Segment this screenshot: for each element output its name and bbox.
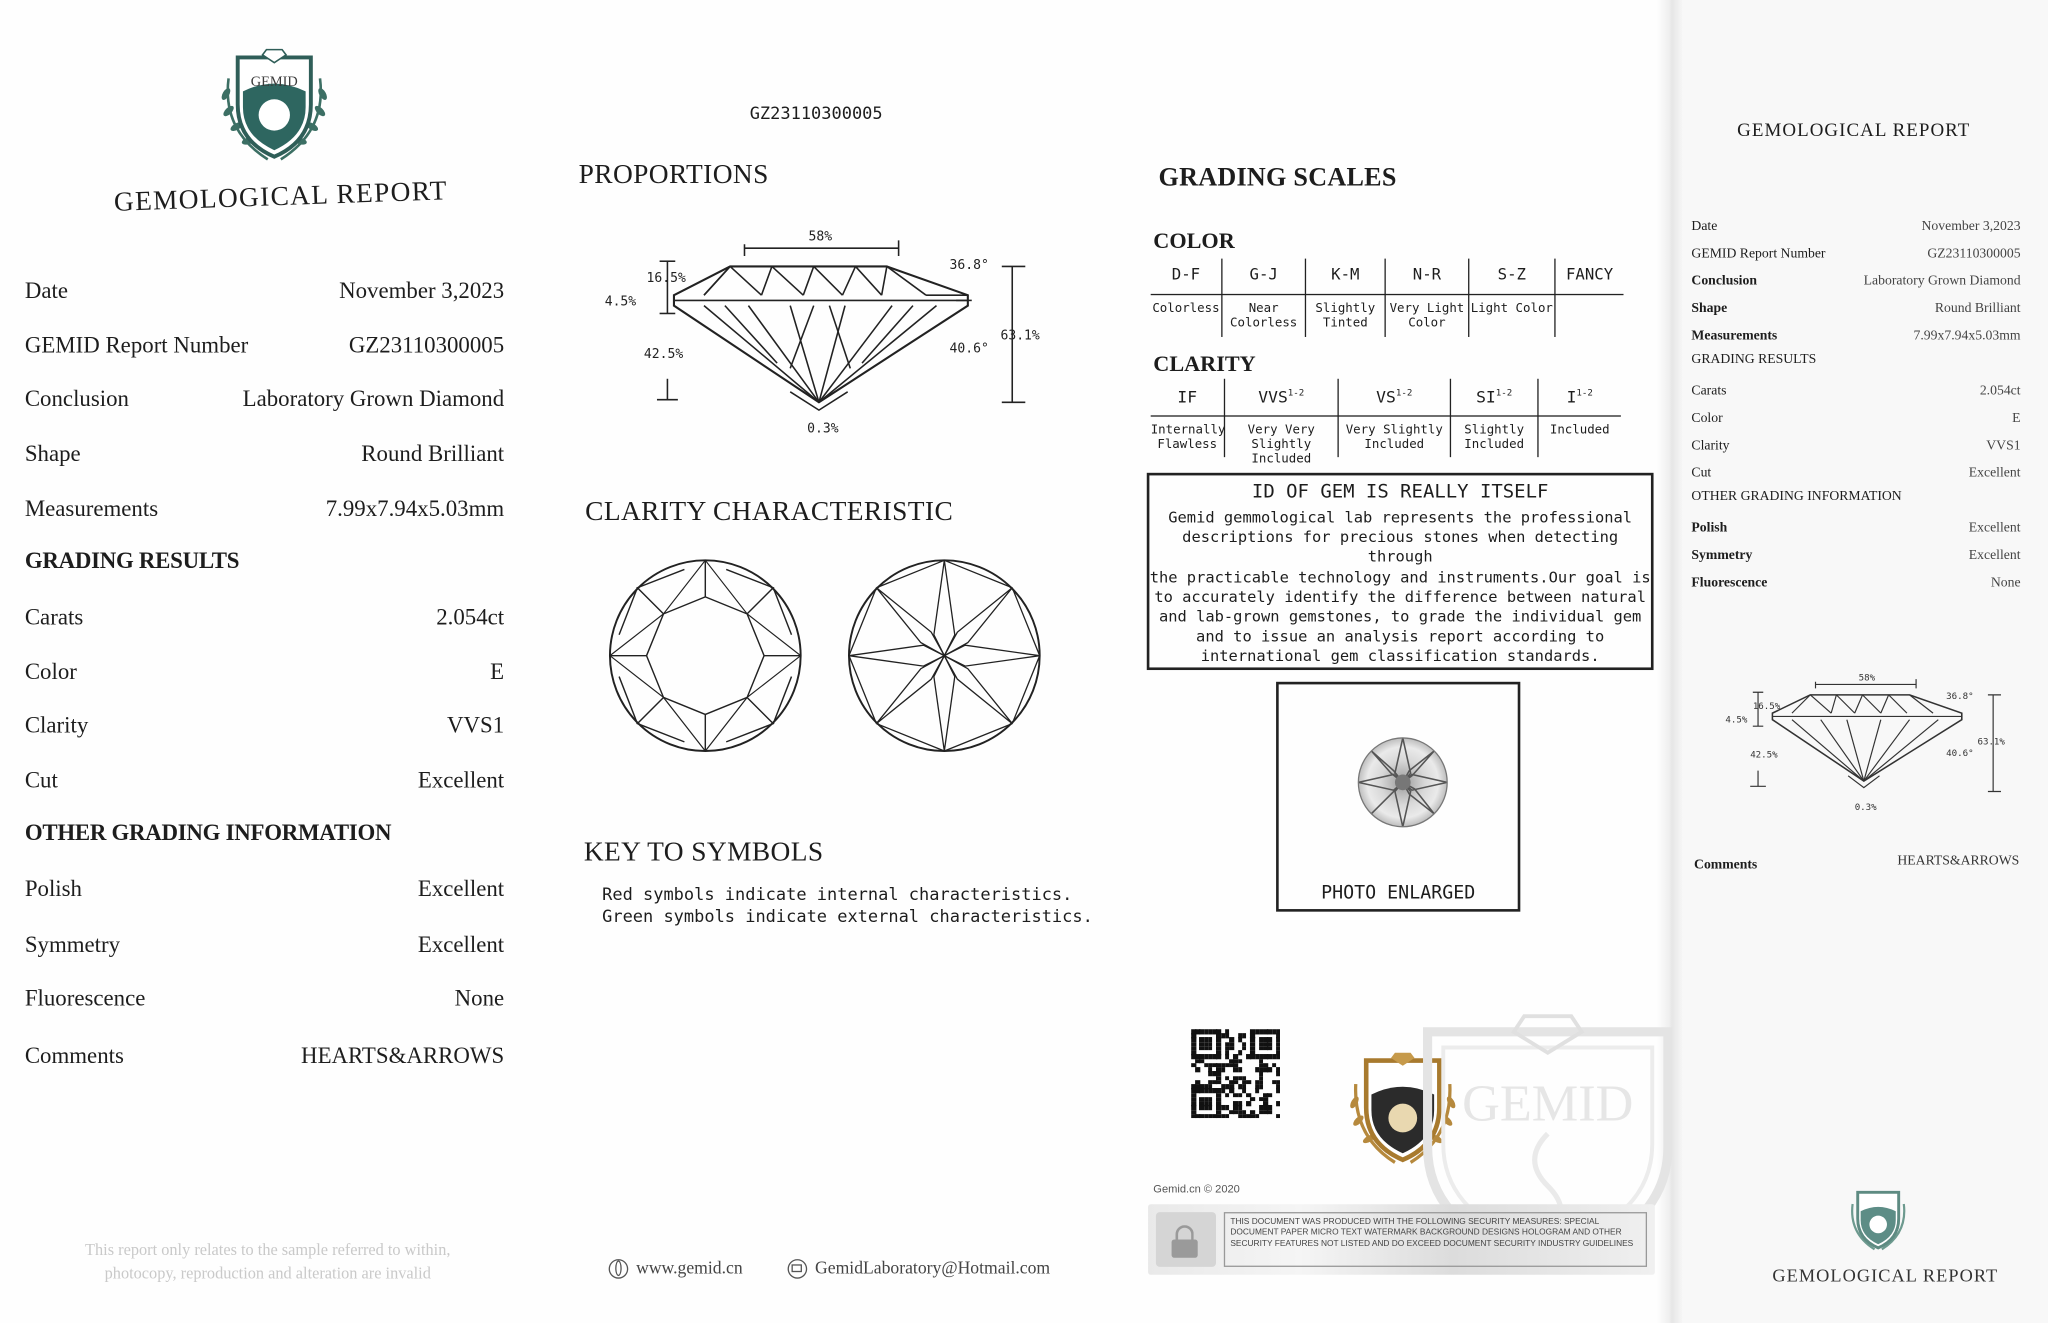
clarity-grade-header	[1339, 387, 1450, 407]
right-info-value: November 3,2023	[1921, 219, 2021, 234]
other-label: Polish	[24, 875, 82, 902]
right-crown-angle: 36.8°	[1946, 691, 1974, 702]
qr-module	[1246, 1080, 1251, 1085]
right-grading-value: Excellent	[1968, 466, 2021, 481]
other-value: HEARTS&ARROWS	[301, 1042, 505, 1069]
qr-module	[1276, 1114, 1281, 1119]
qr-module	[1267, 1046, 1272, 1051]
right-other-value: Excellent	[1968, 548, 2021, 563]
other-label: Symmetry	[24, 931, 121, 958]
qr-module	[1242, 1046, 1247, 1051]
right-info-label: Shape	[1691, 301, 1728, 317]
info-row	[25, 436, 504, 467]
clarity-grade-label: VS	[1376, 386, 1396, 407]
info-row	[25, 491, 504, 522]
qr-module	[1238, 1059, 1243, 1064]
disclaimer-line-1: This report only relates to the sample referred to within,	[85, 1240, 451, 1260]
right-info-row	[1691, 270, 2020, 288]
right-grading-row	[1691, 462, 2020, 480]
key-green-line: Green symbols indicate external characteristics.	[602, 907, 1093, 928]
color-grade-desc: Light Color	[1470, 301, 1553, 317]
info-value: Laboratory Grown Diamond	[242, 385, 505, 412]
grading-row	[25, 708, 504, 739]
color-grade-label: N-R	[1412, 265, 1442, 284]
grading-value: VVS1	[446, 711, 505, 738]
qr-module	[1225, 1093, 1230, 1098]
color-grade-label: K-M	[1331, 265, 1360, 284]
motto-paragraph	[1149, 508, 1651, 667]
qr-module	[1276, 1055, 1281, 1060]
other-value: None	[454, 984, 505, 1011]
right-other-row	[1691, 517, 2020, 535]
motto-box	[1147, 473, 1654, 670]
report-title: GEMOLOGICAL REPORT	[113, 174, 449, 218]
color-grade-cell	[1384, 259, 1468, 337]
key-to-symbols-heading: KEY TO SYMBOLS	[583, 835, 824, 868]
grading-row	[25, 600, 504, 631]
mail-icon	[788, 1258, 808, 1278]
color-grade-desc: Colorless	[1152, 301, 1220, 317]
color-grade-label: S-Z	[1497, 265, 1526, 284]
info-row	[25, 273, 504, 304]
photo-enlarged-caption: PHOTO ENLARGED	[1321, 882, 1476, 904]
grading-results-heading: GRADING RESULTS	[24, 547, 240, 574]
pavilion-angle: 40.6°	[949, 341, 989, 357]
color-grade-cell	[1468, 259, 1554, 337]
right-info-row	[1691, 216, 2020, 234]
right-other-label: Symmetry	[1691, 548, 1753, 563]
total-depth-pct: 63.1%	[1000, 328, 1040, 344]
qr-module	[1276, 1101, 1281, 1106]
clarity-grade-header	[1151, 387, 1224, 407]
right-pavilion-depth-pct: 42.5%	[1750, 750, 1778, 761]
clarity-characteristic-heading: CLARITY CHARACTERISTIC	[585, 495, 954, 527]
qr-module	[1229, 1046, 1234, 1051]
email-link[interactable]: GemidLaboratory@Hotmail.com	[815, 1257, 1051, 1278]
color-grade-cell	[1305, 259, 1385, 337]
right-grading-value: 2.054ct	[1979, 383, 2021, 399]
globe-icon	[609, 1258, 629, 1278]
security-notice: THIS DOCUMENT WAS PRODUCED WITH THE FOLLOWING SECURITY MEASURES: SPECIAL DOCUMENT PAPER MICRO TEXT WATERMARK BACKGROUND DESIGNS HOLOGRAM AND OTHER SECURITY FEATURES NOT LISTED AND DO EXCEED DOCUMENT SECURITY INDUSTRY GUIDELINES	[1230, 1217, 1634, 1249]
right-info-row	[1691, 298, 2020, 316]
right-other-label: Polish	[1691, 521, 1728, 536]
key-red-line: Red symbols indicate internal characteristics.	[602, 885, 1073, 906]
clarity-grade-sup: 1-2	[1495, 387, 1513, 399]
info-value: November 3,2023	[339, 276, 505, 304]
color-grade-label: FANCY	[1565, 265, 1614, 284]
grading-label: Cut	[24, 766, 58, 793]
panel-right-background	[1682, 0, 2048, 1323]
clarity-grade-sup: 1-2	[1287, 387, 1305, 399]
right-bottom-title: GEMOLOGICAL REPORT	[1772, 1266, 1999, 1287]
info-value: GZ23110300005	[348, 331, 505, 358]
right-pavilion-angle: 40.6°	[1946, 749, 1974, 760]
pavilion-plot-diagram	[845, 556, 1044, 755]
clarity-grade-desc: Included	[1549, 423, 1610, 438]
info-value: 7.99x7.94x5.03mm	[325, 495, 505, 522]
crown-height-pct: 16.5%	[646, 271, 686, 287]
clarity-grade-label: IF	[1177, 386, 1198, 407]
right-other-grading-heading: OTHER GRADING INFORMATION	[1691, 489, 1902, 505]
clarity-grade-label: SI	[1476, 386, 1496, 407]
clarity-grade-cell	[1224, 379, 1338, 467]
info-value: Round Brilliant	[361, 440, 505, 467]
right-info-row	[1691, 243, 2020, 261]
grading-label: Carats	[24, 603, 84, 630]
color-grade-label: G-J	[1249, 265, 1278, 284]
color-grade-cell	[1554, 259, 1623, 337]
clarity-grade-header	[1225, 387, 1337, 407]
qr-module	[1238, 1093, 1243, 1098]
clarity-grade-sup: 1-2	[1576, 387, 1593, 399]
right-other-row	[1691, 572, 2020, 590]
right-info-label: Date	[1691, 219, 1718, 234]
motto-line: to accurately identify the difference between natural	[1154, 587, 1646, 606]
qr-module	[1267, 1110, 1272, 1115]
right-table-pct: 58%	[1858, 673, 1876, 684]
qr-module	[1217, 1055, 1222, 1060]
proportions-heading: PROPORTIONS	[578, 158, 769, 190]
info-row	[25, 381, 504, 412]
right-other-value: Excellent	[1968, 521, 2021, 536]
right-gemid-logo	[1842, 1182, 1915, 1255]
info-label: Measurements	[24, 495, 159, 522]
clarity-grade-cell	[1151, 379, 1224, 457]
crown-angle: 36.8°	[949, 258, 989, 274]
other-label: Fluorescence	[24, 984, 146, 1011]
clarity-grade-desc: Very Slightly Included	[1345, 423, 1443, 452]
qr-module	[1276, 1088, 1281, 1093]
color-scale-table	[1151, 259, 1624, 337]
lock-icon	[1156, 1212, 1216, 1267]
grading-value: 2.054ct	[436, 603, 505, 630]
website-link[interactable]: www.gemid.cn	[636, 1257, 743, 1278]
right-info-label: Conclusion	[1691, 274, 1757, 289]
right-grading-row	[1691, 380, 2020, 398]
qr-module	[1255, 1088, 1260, 1093]
clarity-grade-header	[1451, 387, 1537, 407]
qr-module	[1208, 1046, 1213, 1051]
qr-module	[1225, 1114, 1230, 1119]
right-crown-height-pct: 16.5%	[1752, 702, 1781, 713]
right-other-label: Fluorescence	[1691, 575, 1768, 591]
right-girdle-pct: 4.5%	[1725, 715, 1748, 726]
qr-module	[1255, 1114, 1260, 1119]
motto-line: international gem classification standards.	[1200, 647, 1600, 666]
right-culet-pct: 0.3%	[1854, 802, 1877, 813]
color-grade-desc: Near Colorless	[1230, 301, 1298, 331]
qr-module	[1221, 1067, 1226, 1072]
color-scale-divider	[1151, 294, 1624, 295]
right-grading-row	[1691, 408, 2020, 426]
clarity-scale-divider	[1151, 415, 1621, 416]
right-grading-value: E	[2012, 411, 2021, 426]
other-row	[25, 927, 504, 958]
qr-code[interactable]	[1191, 1029, 1280, 1118]
other-row	[25, 1038, 504, 1069]
clarity-grade-cell	[1337, 379, 1449, 457]
report-number-header: GZ23110300005	[749, 104, 883, 125]
qr-module	[1250, 1097, 1255, 1102]
color-grade-desc: Very Light Color	[1389, 301, 1465, 331]
other-value: Excellent	[417, 931, 505, 958]
right-grading-value: VVS1	[1986, 438, 2021, 454]
right-total-depth-pct: 63.1%	[1977, 737, 2005, 748]
clarity-grade-cell	[1537, 379, 1621, 457]
right-grading-row	[1691, 435, 2020, 453]
right-info-value: 7.99x7.94x5.03mm	[1913, 329, 2021, 344]
motto-line: and to issue an analysis report according to	[1196, 627, 1605, 646]
gemid-logo-text: GEMID	[250, 74, 298, 91]
clarity-scale-table	[1150, 379, 1621, 467]
grading-value: E	[490, 658, 505, 685]
right-info-value: Round Brilliant	[1934, 301, 2021, 317]
other-value: Excellent	[417, 875, 505, 902]
security-strip	[1148, 1204, 1655, 1275]
right-grading-label: Carats	[1691, 383, 1727, 399]
info-label: GEMID Report Number	[24, 331, 249, 358]
right-info-label: Measurements	[1691, 329, 1778, 344]
qr-module	[1242, 1033, 1247, 1038]
clarity-grade-header	[1539, 387, 1621, 407]
other-row	[25, 871, 504, 902]
disclaimer-footnote	[26, 1238, 509, 1285]
girdle-pct: 4.5%	[604, 294, 637, 310]
qr-module	[1238, 1067, 1243, 1072]
clarity-grade-desc: Very Very Slightly Included	[1247, 423, 1315, 467]
motto-line: descriptions for precious stones when detecting through	[1182, 527, 1619, 567]
clarity-scale-heading: CLARITY	[1153, 351, 1256, 377]
qr-module	[1246, 1101, 1251, 1106]
motto-line: the practicable technology and instruments.Our goal is	[1149, 567, 1651, 586]
table-pct: 58%	[808, 229, 833, 245]
motto-line: Gemid gemmological lab represents the professional	[1168, 508, 1633, 527]
color-grade-desc: Slightly Tinted	[1315, 301, 1376, 331]
qr-module	[1238, 1050, 1243, 1055]
color-grade-cell	[1151, 259, 1222, 337]
disclaimer-line-2: photocopy, reproduction and alteration are invalid	[104, 1264, 431, 1283]
info-label: Shape	[24, 440, 81, 467]
other-grading-heading: OTHER GRADING INFORMATION	[24, 818, 392, 846]
security-text-box	[1224, 1212, 1647, 1267]
qr-module	[1195, 1067, 1200, 1072]
grading-label: Clarity	[24, 711, 89, 738]
info-row	[25, 328, 504, 359]
grading-value: Excellent	[417, 766, 505, 793]
clarity-grade-sup: 1-2	[1395, 387, 1413, 399]
other-row	[25, 981, 504, 1012]
grading-label: Color	[24, 658, 77, 685]
copyright-text: Gemid.cn © 2020	[1153, 1182, 1240, 1196]
info-label: Conclusion	[24, 385, 129, 412]
grading-row	[25, 763, 504, 794]
clarity-grade-label: VVS	[1258, 386, 1288, 407]
right-proportions-diagram	[1724, 666, 2018, 816]
gemid-logo	[209, 39, 340, 170]
right-grading-label: Color	[1691, 411, 1723, 426]
right-comments-label: Comments	[1694, 858, 1758, 873]
qr-module	[1267, 1067, 1272, 1072]
grading-scales-heading: GRADING SCALES	[1158, 163, 1397, 192]
email-contact	[788, 1258, 1051, 1279]
clarity-grade-desc: Internally Flawless	[1150, 423, 1226, 452]
qr-module	[1259, 1084, 1264, 1089]
grading-row	[25, 654, 504, 685]
clarity-grade-cell	[1450, 379, 1538, 457]
crown-plot-diagram	[606, 556, 805, 755]
color-grade-label: D-F	[1171, 265, 1201, 284]
clarity-grade-label: I	[1566, 386, 1577, 407]
right-grading-label: Cut	[1691, 466, 1712, 481]
qr-module	[1208, 1105, 1213, 1110]
right-comments-value: HEARTS&ARROWS	[1897, 854, 2020, 869]
proportions-diagram	[594, 222, 1051, 444]
svg-text:GEMID: GEMID	[1462, 1074, 1634, 1133]
right-other-value: None	[1990, 575, 2021, 591]
right-grading-results-heading: GRADING RESULTS	[1691, 352, 1817, 368]
right-info-label: GEMID Report Number	[1691, 246, 1826, 262]
motto-line: and lab-grown gemstones, to grade the individual gem	[1158, 607, 1642, 626]
right-other-row	[1691, 545, 2020, 563]
key-to-symbols-text	[602, 884, 1093, 928]
right-info-row	[1691, 325, 2020, 343]
other-label: Comments	[24, 1042, 124, 1069]
pavilion-depth-pct: 42.5%	[643, 346, 684, 362]
culet-pct: 0.3%	[807, 421, 839, 437]
right-info-value: Laboratory Grown Diamond	[1863, 274, 2021, 289]
color-scale-heading: COLOR	[1153, 228, 1235, 254]
motto-title: ID OF GEM IS REALLY ITSELF	[1251, 481, 1549, 503]
website-contact	[609, 1258, 743, 1279]
qr-module	[1267, 1093, 1272, 1098]
right-grading-label: Clarity	[1691, 438, 1730, 454]
clarity-grade-desc: Slightly Included	[1464, 423, 1525, 452]
qr-module	[1276, 1072, 1281, 1077]
right-info-value: GZ23110300005	[1927, 246, 2021, 262]
right-report-title: GEMOLOGICAL REPORT	[1737, 120, 1971, 142]
diamond-photo	[1354, 734, 1451, 831]
color-grade-cell	[1221, 259, 1305, 337]
info-label: Date	[24, 276, 68, 304]
photo-enlarged-box	[1276, 682, 1520, 912]
